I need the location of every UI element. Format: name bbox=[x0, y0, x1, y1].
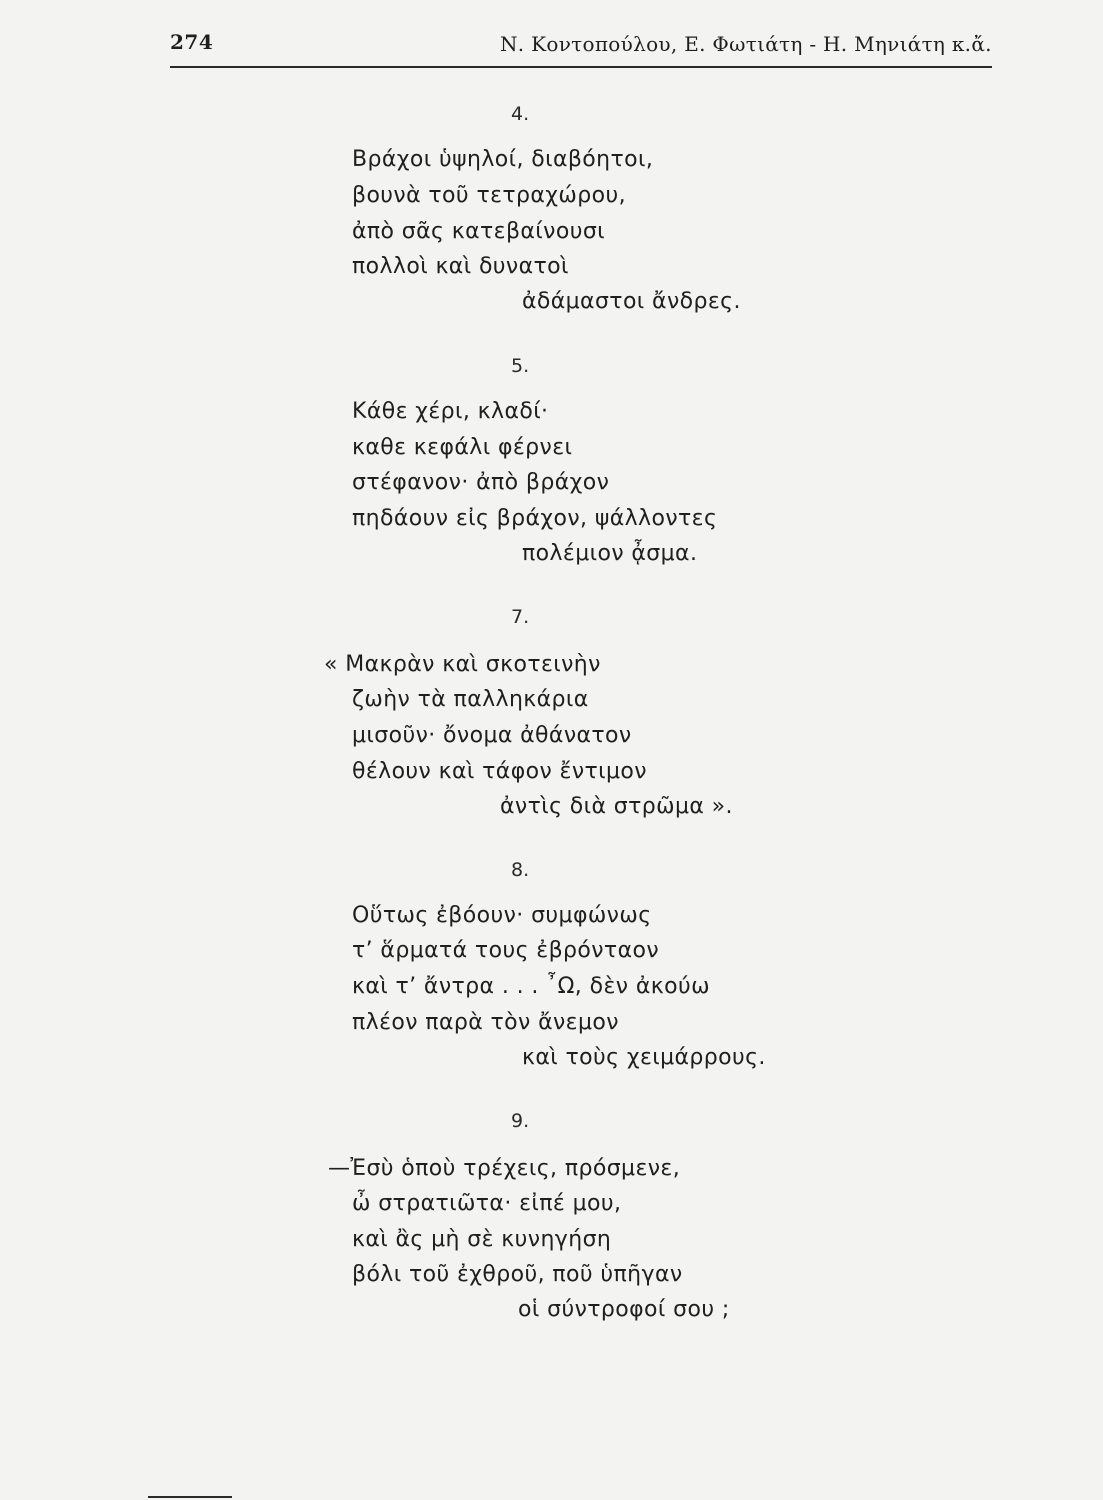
verse-line: καὶ τ’ ἄντρα . . . ῏Ω, δὲν ἀκούω bbox=[352, 974, 710, 999]
verse-line: θέλουν καὶ τάφον ἔντιμον bbox=[352, 759, 647, 784]
header-rule bbox=[170, 66, 992, 68]
verse-line: πηδάουν εἰς βράχον, ψάλλοντες bbox=[352, 506, 718, 531]
verse-line: ζωὴν τὰ παλληκάρια bbox=[352, 687, 589, 712]
verse-line: —Ἐσὺ ὁποὺ τρέχεις, πρόσμενε, bbox=[328, 1156, 681, 1181]
verse-line: μισοῦν· ὄνομα ἀθάνατον bbox=[352, 723, 632, 748]
verse-line: ἀδάμαστοι ἄνδρες. bbox=[522, 289, 741, 314]
verse-line: ἀπὸ σᾶς κατεβαίνουσι bbox=[352, 219, 606, 244]
stanza-number: 7. bbox=[511, 606, 530, 628]
verse-line: βόλι τοῦ ἐχθροῦ, ποῦ ὑπῆγαν bbox=[352, 1262, 683, 1287]
verse-line: καθε κεφάλι φέρνει bbox=[352, 435, 573, 460]
stanza-number: 8. bbox=[511, 859, 530, 881]
stanza-number: 9. bbox=[511, 1110, 530, 1132]
verse-line: καὶ ἂς μὴ σὲ κυνηγήση bbox=[352, 1227, 612, 1252]
verse-line: στέφανον· ἀπὸ βράχον bbox=[352, 470, 610, 495]
verse-line: τ’ ἅρματά τους ἐβρόνταον bbox=[352, 938, 660, 963]
verse-line: Βράχοι ὑψηλοί, διαβόητοι, bbox=[352, 147, 654, 172]
verse-line: ὦ στρατιῶτα· εἰπέ μου, bbox=[352, 1191, 622, 1216]
verse-line: βουνὰ τοῦ τετραχώρου, bbox=[352, 183, 626, 208]
footnote-rule bbox=[148, 1496, 232, 1498]
verse-line: ἀντὶς διὰ στρῶμα ». bbox=[500, 794, 733, 819]
verse-line: πλέον παρὰ τὸν ἄνεμον bbox=[352, 1010, 619, 1035]
verse-line: οἱ σύντροφοί σου ; bbox=[518, 1297, 730, 1322]
running-header: Ν. Κοντοπούλου, Ε. Φωτιάτη - Η. Μηνιάτη κ.ἄ. bbox=[500, 32, 992, 56]
verse-line: πολλοὶ καὶ δυνατοὶ bbox=[352, 254, 569, 279]
page-number: 274 bbox=[170, 30, 214, 54]
verse-line: Κάθε χέρι, κλαδί· bbox=[352, 399, 549, 424]
stanza-number: 4. bbox=[511, 103, 530, 125]
stanza-number: 5. bbox=[511, 355, 530, 377]
verse-line: πολέμιον ᾆσμα. bbox=[522, 541, 698, 566]
verse-line: Οὕτως ἐβόουν· συμφώνως bbox=[352, 903, 652, 928]
verse-line: « Μακρὰν καὶ σκοτεινὴν bbox=[324, 652, 601, 677]
verse-line: καὶ τοὺς χειμάρρους. bbox=[522, 1045, 766, 1070]
